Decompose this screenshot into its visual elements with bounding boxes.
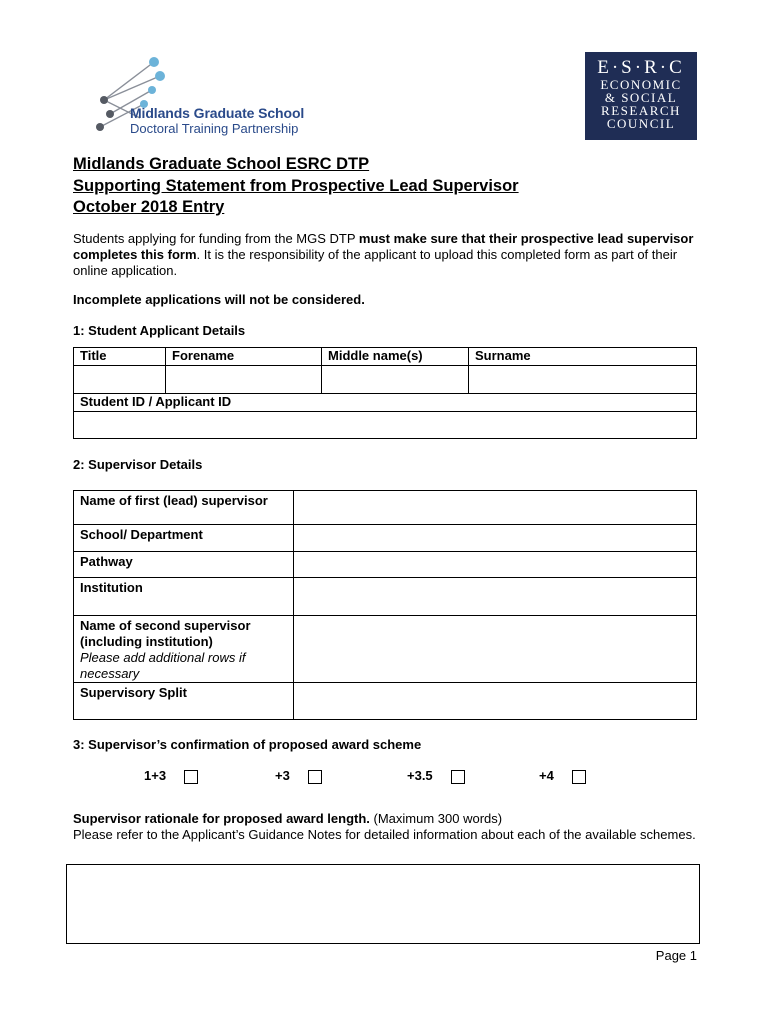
section-1-heading: 1: Student Applicant Details xyxy=(73,323,246,338)
title-line-2: Supporting Statement from Prospective Lead Supervisor xyxy=(73,177,519,195)
award-option-4[interactable] xyxy=(539,768,586,784)
lead-supervisor-label: Name of first (lead) supervisor xyxy=(74,491,294,525)
award-option-1-3[interactable] xyxy=(144,768,198,784)
student-id-label: Student ID / Applicant ID xyxy=(74,394,697,412)
esrc-logo xyxy=(585,52,697,140)
page-number: Page 1 xyxy=(655,948,697,963)
second-supervisor-text: Name of second supervisor (including institution) xyxy=(80,618,251,649)
second-supervisor-field[interactable] xyxy=(294,616,697,683)
title-field[interactable] xyxy=(74,366,166,394)
award-option-label: +3.5 xyxy=(407,768,433,783)
checkbox[interactable] xyxy=(308,770,322,784)
intro-paragraph xyxy=(73,231,698,279)
second-supervisor-label xyxy=(74,616,294,683)
school-field[interactable] xyxy=(294,525,697,552)
esrc-logo-line: ECONOMIC xyxy=(600,77,682,92)
supervisor-details-table xyxy=(73,490,697,720)
student-id-field[interactable] xyxy=(74,412,697,439)
award-option-3-5[interactable] xyxy=(407,768,465,784)
col-forename: Forename xyxy=(166,348,322,366)
intro-bold-text: must make sure that their prospective lead supervisor completes this form xyxy=(73,231,694,262)
esrc-logo-line: RESEARCH xyxy=(601,103,681,118)
lead-supervisor-field[interactable] xyxy=(294,491,697,525)
second-supervisor-note: Please add additional rows if necessary xyxy=(80,650,246,681)
checkbox[interactable] xyxy=(451,770,465,784)
award-option-label: 1+3 xyxy=(144,768,167,783)
esrc-logo-acronym: E·S·R·C xyxy=(597,57,685,78)
rationale-limit: (Maximum 300 words) xyxy=(369,811,503,826)
supervisory-split-label: Supervisory Split xyxy=(74,683,294,720)
rationale-heading xyxy=(73,811,698,827)
rationale-textbox[interactable] xyxy=(66,864,700,944)
institution-field[interactable] xyxy=(294,578,697,616)
col-title: Title xyxy=(74,348,166,366)
col-surname: Surname xyxy=(469,348,697,366)
title-line-1: Midlands Graduate School ESRC DTP xyxy=(73,155,370,173)
supervisory-split-field[interactable] xyxy=(294,683,697,720)
guidance-text: Please refer to the Applicant’s Guidance Notes for detailed information about each of the available schemes. xyxy=(73,827,696,842)
section-3-heading: 3: Supervisor’s confirmation of proposed award scheme xyxy=(73,737,422,752)
incomplete-warning: Incomplete applications will not be considered. xyxy=(73,292,365,307)
school-label: School/ Department xyxy=(74,525,294,552)
mgs-logo-name: Midlands Graduate School xyxy=(130,105,305,121)
middle-names-field[interactable] xyxy=(322,366,469,394)
pathway-field[interactable] xyxy=(294,552,697,578)
section-2-heading: 2: Supervisor Details xyxy=(73,457,203,472)
title-line-3: October 2018 Entry xyxy=(73,198,225,216)
checkbox[interactable] xyxy=(184,770,198,784)
award-option-label: +4 xyxy=(539,768,554,783)
institution-label: Institution xyxy=(74,578,294,616)
pathway-label: Pathway xyxy=(74,552,294,578)
award-option-3[interactable] xyxy=(275,768,322,784)
student-details-table xyxy=(73,347,697,439)
mgs-logo-subtitle: Doctoral Training Partnership xyxy=(130,121,299,136)
col-middle-names: Middle name(s) xyxy=(322,348,469,366)
esrc-logo-line: & SOCIAL xyxy=(604,90,678,105)
surname-field[interactable] xyxy=(469,366,697,394)
checkbox[interactable] xyxy=(572,770,586,784)
intro-text-end: . It is the responsibility of the applicant to upload this completed form as part of their online application. xyxy=(73,247,678,278)
award-option-label: +3 xyxy=(275,768,290,783)
esrc-logo-line: COUNCIL xyxy=(606,116,676,131)
forename-field[interactable] xyxy=(166,366,322,394)
intro-text: Students applying for funding from the MGS DTP xyxy=(73,231,359,246)
rationale-bold: Supervisor rationale for proposed award length. xyxy=(73,811,370,826)
